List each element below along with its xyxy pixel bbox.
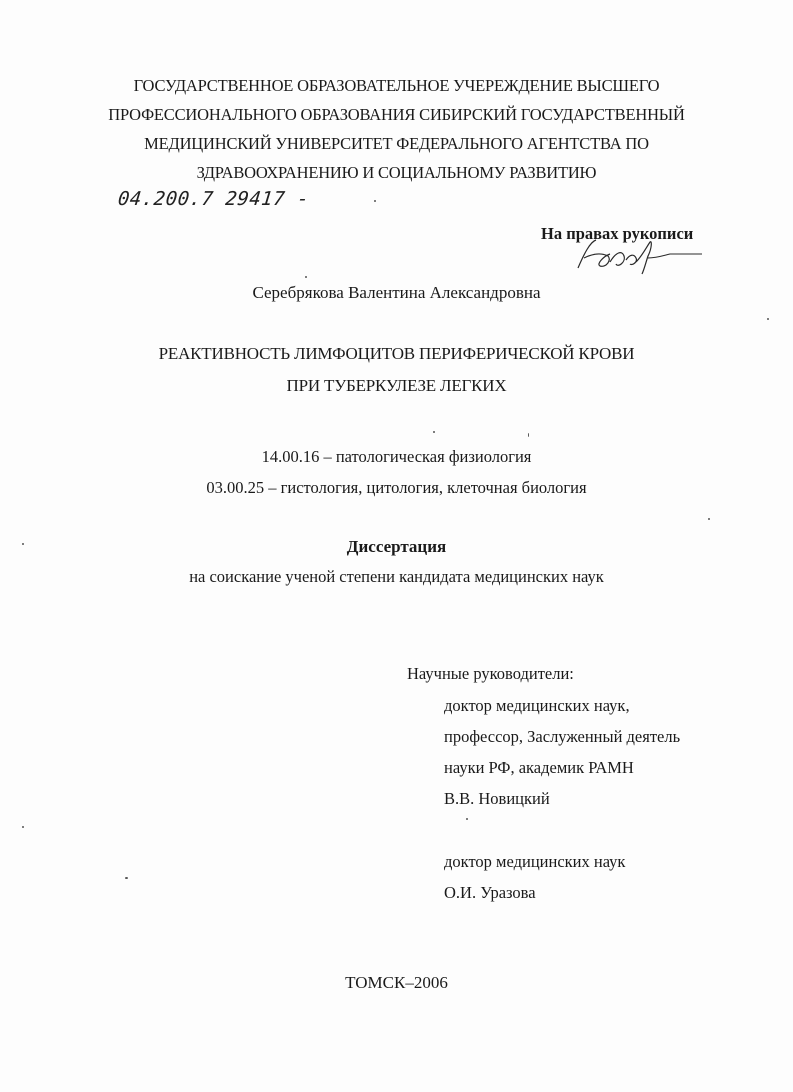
scan-speck [466, 818, 468, 820]
specialty-code-1: 14.00.16 – патологическая физиология [261, 447, 532, 466]
city-year: ТОМСК–2006 [345, 973, 448, 992]
handwritten-signature [570, 234, 710, 278]
supervisor-1-line-1: доктор медицинских наук, [444, 696, 630, 715]
institution-line-1: ГОСУДАРСТВЕННОЕ ОБРАЗОВАТЕЛЬНОЕ УЧЕРЕЖДЕНИЕ ВЫСШЕГО [133, 76, 660, 95]
institution-line-2: ПРОФЕССИОНАЛЬНОГО ОБРАЗОВАНИЯ СИБИРСКИЙ ГОСУДАРСТВЕННЫЙ [108, 105, 685, 124]
institution-line-3: МЕДИЦИНСКИЙ УНИВЕРСИТЕТ ФЕДЕРАЛЬНОГО АГЕНТСТВА ПО [144, 134, 649, 153]
institution-line-4: ЗДРАВООХРАНЕНИЮ И СОЦИАЛЬНОМУ РАЗВИТИЮ [196, 163, 597, 182]
supervisor-1-name: В.В. Новицкий [444, 789, 550, 808]
scan-speck [125, 877, 128, 879]
supervisor-2-name: О.И. Уразова [444, 883, 536, 902]
dissertation-label: Диссертация [346, 537, 447, 556]
scan-speck [374, 200, 376, 202]
scan-speck [22, 826, 24, 828]
manuscript-rights-note: На правах рукописи [541, 224, 694, 243]
supervisor-2-line-1: доктор медицинских наук [444, 852, 626, 871]
scan-speck [708, 518, 710, 520]
scan-speck [528, 433, 529, 437]
degree-subtitle: на соискание ученой степени кандидата медицинских наук [189, 567, 604, 586]
dissertation-title-line-1: РЕАКТИВНОСТЬ ЛИМФОЦИТОВ ПЕРИФЕРИЧЕСКОЙ КРОВИ [158, 344, 635, 363]
scan-speck [22, 543, 24, 545]
supervisors-heading: Научные руководители: [407, 664, 574, 683]
dissertation-title-line-2: ПРИ ТУБЕРКУЛЕЗЕ ЛЕГКИХ [286, 376, 507, 395]
supervisor-1-line-2: профессор, Заслуженный деятель [444, 727, 681, 746]
scan-speck [305, 276, 307, 278]
supervisor-1-line-3: науки РФ, академик РАМН [444, 758, 634, 777]
author-name: Серебрякова Валентина Александровна [252, 283, 541, 302]
scan-speck [433, 431, 435, 433]
specialty-code-2: 03.00.25 – гистология, цитология, клеточная биология [206, 478, 587, 497]
registration-stamp: 04.200.7 29417 - [116, 188, 311, 210]
scan-speck [767, 318, 769, 320]
